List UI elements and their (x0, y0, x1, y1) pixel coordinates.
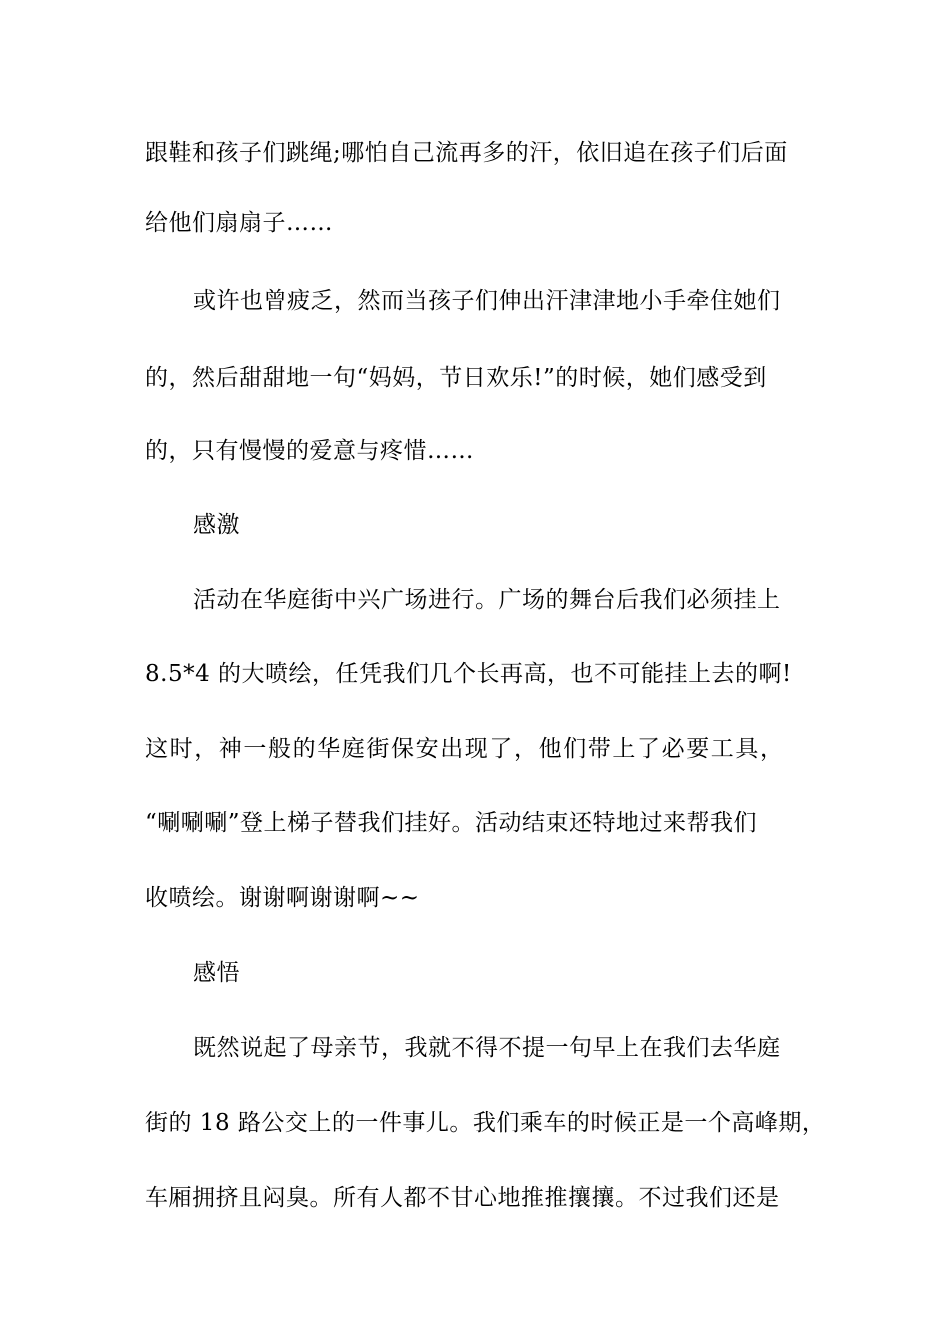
paragraph-line: 的，只有慢慢的爱意与疼惜…… (145, 438, 474, 464)
paragraph-line: 这时，神一般的华庭街保安出现了，他们带上了必要工具， (145, 736, 785, 762)
paragraph-line: 跟鞋和孩子们跳绳;哪怕自己流再多的汗，依旧追在孩子们后面 (145, 140, 788, 166)
paragraph-line: 活动在华庭街中兴广场进行。广场的舞台后我们必须挂上 (193, 587, 781, 613)
paragraph-line: 的，然后甜甜地一句“妈妈，节日欢乐!”的时候，她们感受到 (145, 365, 767, 391)
section-heading: 感激 (193, 512, 240, 538)
paragraph-line: 收喷绘。谢谢啊谢谢啊~~ (145, 885, 420, 911)
paragraph-line: “唰唰唰”登上梯子替我们挂好。活动结束还特地过来帮我们 (145, 810, 758, 836)
section-heading: 感悟 (193, 960, 240, 986)
paragraph-line: 或许也曾疲乏，然而当孩子们伸出汗津津地小手牵住她们 (193, 288, 781, 314)
paragraph-line: 8.5*4 的大喷绘，任凭我们几个长再高，也不可能挂上去的啊! (145, 661, 792, 687)
paragraph-line: 既然说起了母亲节，我就不得不提一句早上在我们去华庭 (193, 1035, 781, 1061)
paragraph-line: 车厢拥挤且闷臭。所有人都不甘心地推推攘攘。不过我们还是 (145, 1185, 780, 1211)
paragraph-line: 给他们扇扇子…… (145, 210, 333, 236)
paragraph-line: 街的 18 路公交上的一件事儿。我们乘车的时候正是一个高峰期， (145, 1110, 826, 1136)
